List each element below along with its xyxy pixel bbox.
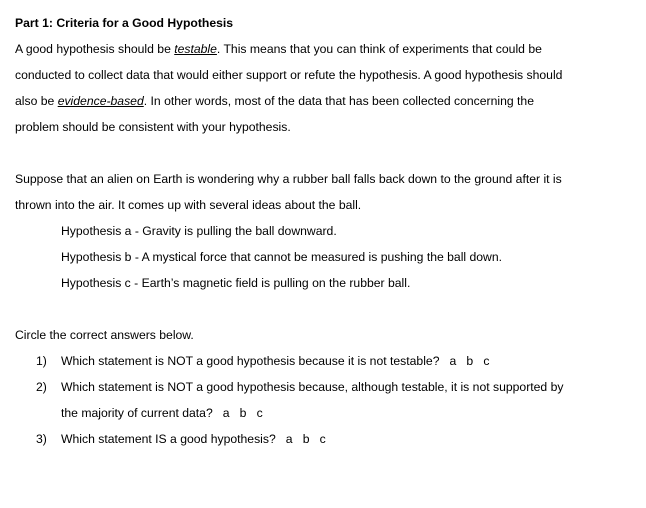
term-testable: testable <box>174 42 217 56</box>
section-title: Part 1: Criteria for a Good Hypothesis <box>15 16 234 30</box>
question-2-choices[interactable]: a b c <box>222 406 263 420</box>
text-segment: . In other words, most of the data that has been collected concerning the <box>143 94 534 108</box>
paragraph-1-line-4: problem should be consistent with your hypothesis. <box>15 120 291 134</box>
hypothesis-c: Hypothesis c - Earth’s magnetic field is pulling on the rubber ball. <box>61 276 411 290</box>
paragraph-1-line-1 <box>15 41 542 57</box>
question-2 <box>61 405 263 421</box>
question-2-text-line-2: the majority of current data? <box>61 406 213 420</box>
question-2-number: 2) <box>36 380 47 394</box>
instruction-text: Circle the correct answers below. <box>15 328 194 342</box>
hypothesis-b: Hypothesis b - A mystical force that cannot be measured is pushing the ball down. <box>61 250 503 264</box>
text-segment: . This means that you can think of experiments that could be <box>216 42 542 56</box>
question-3 <box>61 431 326 447</box>
term-evidence-based: evidence-based <box>57 94 144 108</box>
question-3-number: 3) <box>36 432 47 446</box>
question-1-text: Which statement is NOT a good hypothesis because it is not testable? <box>61 354 440 368</box>
text-segment: also be <box>15 94 58 108</box>
paragraph-2-line-1: Suppose that an alien on Earth is wondering why a rubber ball falls back down to the ground after it is <box>15 172 562 186</box>
paragraph-1-line-2: conducted to collect data that would either support or refute the hypothesis. A good hypothesis should <box>15 68 563 82</box>
question-1-choices[interactable]: a b c <box>449 354 490 368</box>
paragraph-1-line-3 <box>15 93 534 109</box>
paragraph-2-line-2: thrown into the air. It comes up with several ideas about the ball. <box>15 198 362 212</box>
question-1-number: 1) <box>36 354 47 368</box>
question-2-text-line-1: Which statement is NOT a good hypothesis because, although testable, it is not supported by <box>61 380 564 394</box>
question-1 <box>61 353 489 369</box>
question-3-choices[interactable]: a b c <box>285 432 326 446</box>
question-3-text: Which statement IS a good hypothesis? <box>61 432 276 446</box>
hypothesis-a: Hypothesis a - Gravity is pulling the ball downward. <box>61 224 337 238</box>
text-segment: A good hypothesis should be <box>15 42 175 56</box>
